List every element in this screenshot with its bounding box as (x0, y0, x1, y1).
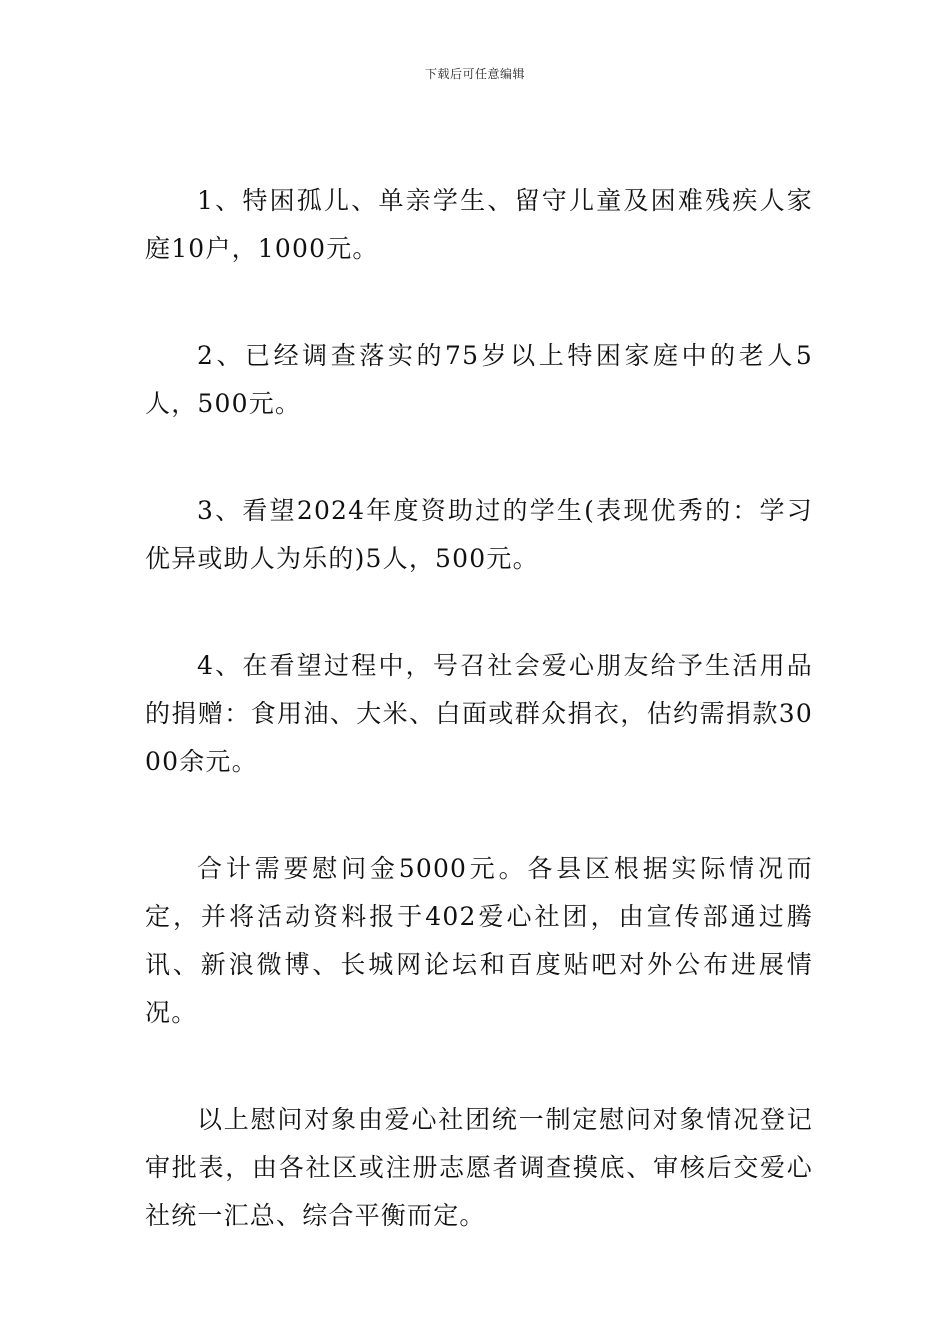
page-header: 下载后可任意编辑 (424, 67, 525, 81)
document-body (145, 177, 813, 1299)
paragraph-approval: 以上慰问对象由爱心社团统一制定慰问对象情况登记审批表，由各社区或注册志愿者调查摸底、审核后交爱心社统一汇总、综合平衡而定。 (145, 1105, 813, 1230)
paragraph-item-4: 4、在看望过程中，号召社会爱心朋友给予生活用品的捐赠：食用油、大米、白面或群众捐衣，估约需捐款3000余元。 (145, 651, 813, 776)
paragraph-item-2: 2、已经调查落实的75岁以上特困家庭中的老人5人，500元。 (145, 341, 813, 418)
paragraph-total: 合计需要慰问金5000元。各县区根据实际情况而定，并将活动资料报于402爱心社团，由宣传部通过腾讯、新浪微博、长城网论坛和百度贴吧对外公布进展情况。 (145, 854, 813, 1027)
paragraph-item-1: 1、特困孤儿、单亲学生、留守儿童及困难残疾人家庭10户，1000元。 (145, 186, 813, 263)
paragraph-item-3: 3、看望2024年度资助过的学生(表现优秀的：学习优异或助人为乐的)5人，500元。 (145, 496, 813, 573)
